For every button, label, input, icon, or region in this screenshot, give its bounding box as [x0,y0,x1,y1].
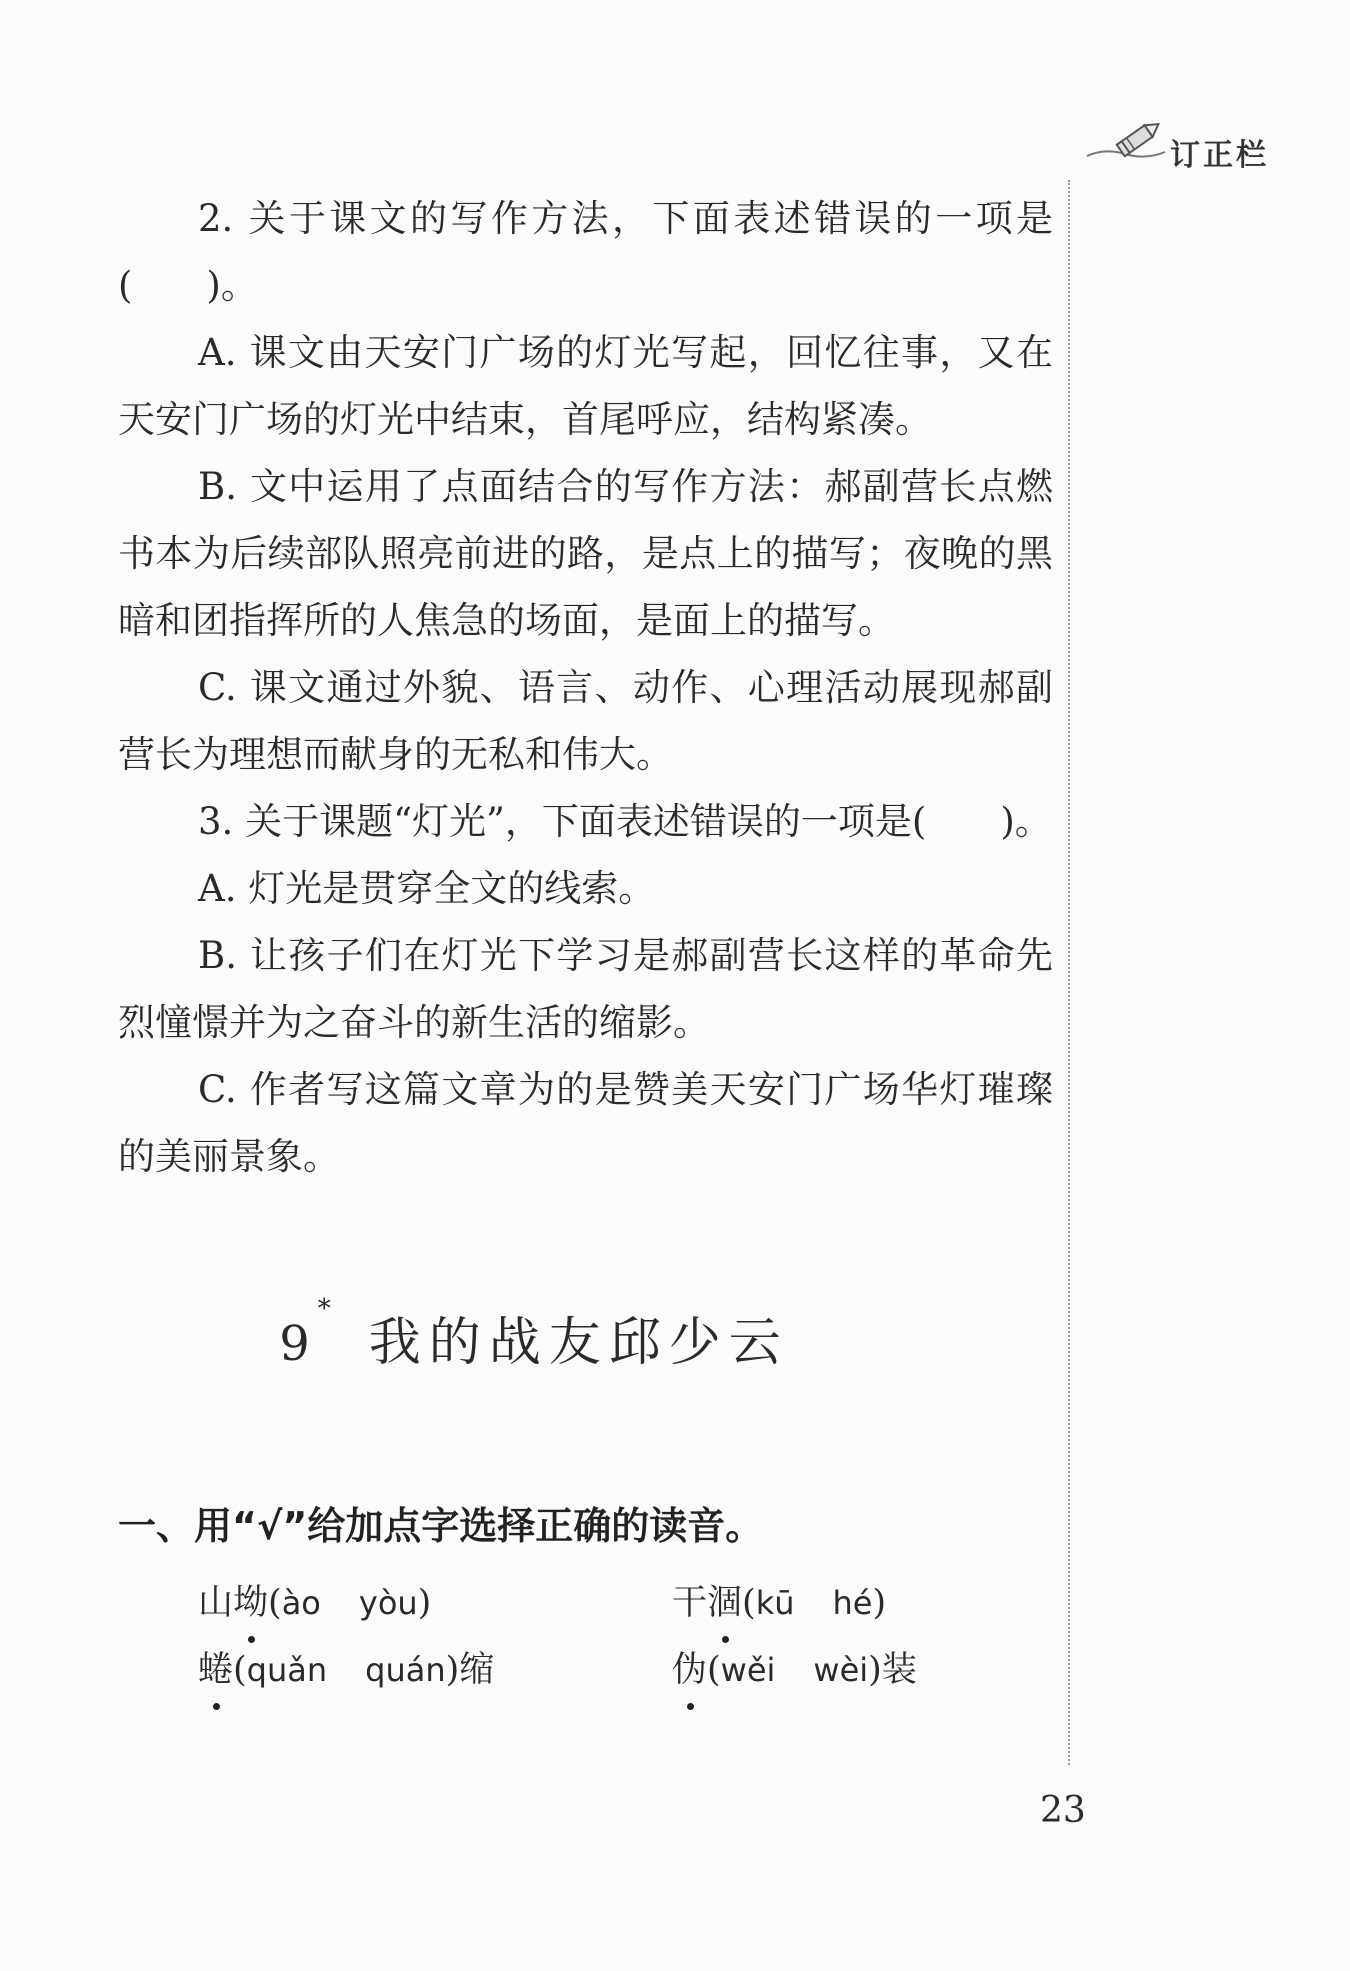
paren-open: ( [707,1650,721,1690]
pinyin-option-1[interactable]: wěi [720,1651,776,1689]
pencil-icon [1085,118,1175,168]
pinyin-item [672,1637,917,1704]
dotted-char: 坳 [233,1570,268,1637]
question-3-option-b: B. 让孩子们在灯光下学习是郝副营长这样的革命先烈憧憬并为之奋斗的新生活的缩影。 [118,934,1053,1044]
question-2-stem: 2. 关于课文的写作方法，下面表述错误的一项是( )。 [118,197,1053,307]
pinyin-option-2[interactable]: yòu [358,1584,418,1622]
pinyin-item [198,1570,431,1637]
paren-close: ) [417,1583,432,1623]
question-2-option-a: A. 课文由天安门广场的灯光写起，回忆往事，又在天安门广场的灯光中结束，首尾呼应，结构紧凑。 [118,331,1053,441]
item-char: 干 [672,1583,708,1623]
dotted-char: 伪 [672,1637,707,1704]
lesson-title [0,1294,1068,1375]
item-char: 缩 [459,1650,495,1690]
section-1-heading: 一、用“√”给加点字选择正确的读音。 [118,1504,764,1548]
pinyin-option-2[interactable]: wèi [813,1651,869,1689]
correction-column-header [1085,118,1295,178]
pinyin-option-1[interactable]: kū [755,1584,795,1622]
dotted-char: 涸 [707,1570,742,1637]
pinyin-item [198,1637,494,1704]
paren-open: ( [742,1583,756,1623]
paren-close: ) [868,1650,882,1690]
question-2-option-c: C. 课文通过外貌、语言、动作、心理活动展现郝副营长为理想而献身的无私和伟大。 [118,666,1053,776]
dotted-char: 蜷 [198,1637,233,1704]
paren-close: ) [872,1583,887,1623]
question-2-option-b: B. 文中运用了点面结合的写作方法：郝副营长点燃书本为后续部队照亮前进的路，是点上的描写；夜晚的黑暗和团指挥所的人焦急的场面，是面上的描写。 [118,465,1053,642]
pinyin-option-2[interactable]: hé [832,1584,873,1622]
lesson-marker: * [317,1294,339,1324]
correction-column-label: 订正栏 [1170,138,1269,173]
pinyin-item [672,1570,886,1637]
question-3-stem: 3. 关于课题“灯光”，下面表述错误的一项是( )。 [198,800,1052,843]
paren-open: ( [233,1650,247,1690]
lesson-title-text: 我的战友邱少云 [368,1313,789,1373]
page-number: 23 [1040,1790,1086,1831]
pinyin-option-1[interactable]: ào [281,1584,321,1622]
pinyin-option-2[interactable]: quán [365,1651,446,1689]
correction-column-divider [1068,180,1070,1765]
paren-close: ) [445,1650,460,1690]
question-3-option-c: C. 作者写这篇文章为的是赞美天安门广场华灯璀璨的美丽景象。 [118,1068,1053,1178]
item-char: 山 [198,1583,234,1623]
paren-open: ( [268,1583,282,1623]
lesson-number: 9 [279,1316,318,1372]
question-3-option-a: A. 灯光是贯穿全文的线索。 [198,867,656,910]
item-char: 装 [881,1650,917,1690]
passage-text [118,185,1053,1190]
pinyin-option-1[interactable]: quǎn [246,1651,328,1689]
